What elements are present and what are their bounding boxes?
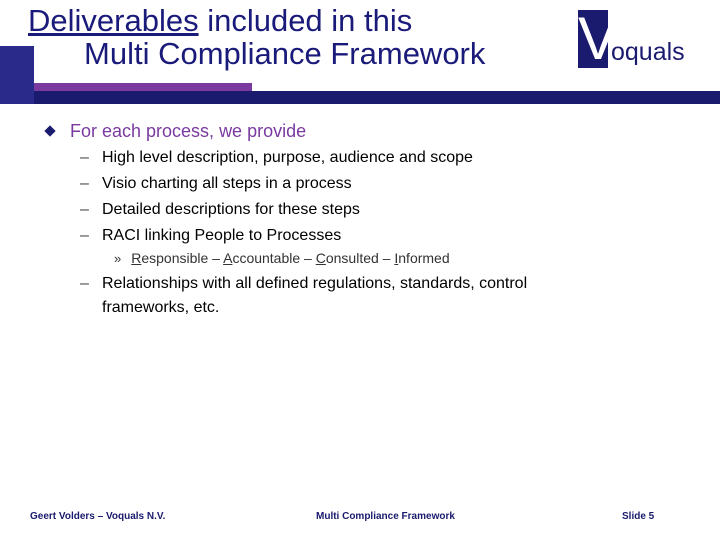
list-item bbox=[80, 197, 473, 223]
slide-title bbox=[28, 4, 485, 70]
raci-i: I bbox=[394, 250, 399, 266]
list-item-text: Detailed descriptions for these steps bbox=[102, 201, 360, 218]
dash-icon: – bbox=[80, 201, 89, 218]
list-item bbox=[80, 145, 473, 171]
raci-sep: – bbox=[208, 250, 224, 266]
dash-icon: – bbox=[80, 227, 89, 244]
raci-c-rest: onsulted bbox=[325, 250, 379, 266]
title-line-1 bbox=[28, 4, 485, 37]
raci-sep: – bbox=[378, 250, 395, 266]
raci-i-rest: nformed bbox=[398, 250, 450, 266]
title-line-1-rest: included in this bbox=[198, 3, 413, 38]
list-item-text: High level description, purpose, audience and scope bbox=[102, 149, 473, 166]
decorative-left-block bbox=[0, 46, 34, 104]
decorative-purple-bar bbox=[34, 83, 252, 91]
footer-slide-number: Slide 5 bbox=[622, 511, 655, 522]
title-line-2: Multi Compliance Framework bbox=[84, 36, 486, 71]
sub-item-list bbox=[80, 145, 473, 249]
list-item bbox=[80, 223, 473, 249]
raci-a-rest: ccountable bbox=[232, 250, 301, 266]
raci-a: A bbox=[223, 250, 233, 266]
raci-c: C bbox=[315, 250, 326, 266]
diamond-bullet-icon bbox=[44, 125, 55, 136]
main-bullet-text: For each process, we provide bbox=[70, 121, 307, 141]
footer-author: Geert Volders – Voquals N.V. bbox=[30, 511, 166, 522]
title-underlined-word: Deliverables bbox=[28, 3, 199, 38]
voquals-logo bbox=[578, 5, 708, 72]
list-item bbox=[80, 171, 473, 197]
footer-presentation-title: Multi Compliance Framework bbox=[316, 511, 455, 522]
dash-icon: – bbox=[80, 275, 89, 292]
raci-sep: – bbox=[300, 250, 316, 266]
dash-icon: – bbox=[80, 175, 89, 192]
chevron-icon: » bbox=[114, 251, 122, 266]
decorative-navy-bar bbox=[34, 91, 720, 104]
dash-icon: – bbox=[80, 149, 89, 166]
raci-r-rest: esponsible bbox=[141, 250, 209, 266]
main-bullet bbox=[46, 120, 306, 142]
list-item-text: Visio charting all steps in a process bbox=[102, 175, 352, 192]
list-item bbox=[80, 272, 600, 320]
raci-r: R bbox=[131, 250, 142, 266]
logo-wordmark: oquals bbox=[611, 38, 685, 66]
list-item-text: RACI linking People to Processes bbox=[102, 227, 342, 244]
logo-letter: V bbox=[578, 5, 619, 72]
raci-definition bbox=[114, 249, 450, 268]
list-item-text: Relationships with all defined regulations, standards, control frameworks, etc. bbox=[102, 275, 528, 316]
